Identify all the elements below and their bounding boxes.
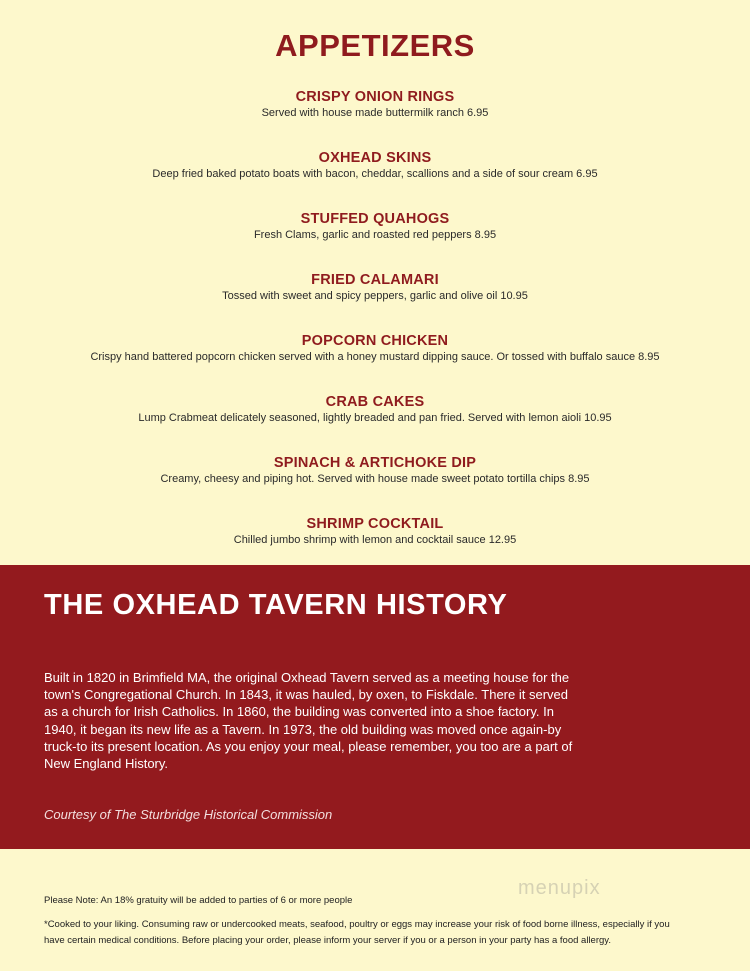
food-safety-disclaimer: *Cooked to your liking. Consuming raw or undercooked meats, seafood, poultry or eggs may increase your risk of food borne illness, especially if you have certain medical conditions. Before placing your order, please inform your server if you or a person in your party has a food allergy. (44, 919, 670, 946)
history-body: Built in 1820 in Brimfield MA, the original Oxhead Tavern served as a meeting house for the town's Congregational Church. In 1843, it was hauled, by oxen, to Fiskdale. There it served as a church for Irish Catholics. In 1860, the building was converted into a shoe factory. In 1940, it began its new life as a Tavern. In 1973, the old building was moved once again-by truck-to its present location. As you enjoy your meal, please remember, you too are a part of New England History. (44, 670, 573, 772)
menu-item-description: Tossed with sweet and spicy peppers, garlic and olive oil 10.95 (222, 290, 528, 302)
menu-item-name: FRIED CALAMARI (311, 272, 439, 288)
menu-item-name: CRISPY ONION RINGS (295, 89, 455, 105)
menu-item (0, 332, 750, 393)
menu-item-description: Lump Crabmeat delicately seasoned, lightly breaded and pan fried. Served with lemon aioli 10.95 (138, 412, 612, 424)
menu-item (0, 88, 750, 149)
menu-item (0, 454, 750, 515)
menu-item-name: STUFFED QUAHOGS (300, 211, 450, 227)
menu-item-description: Deep fried baked potato boats with bacon, cheddar, scallions and a side of sour cream 6.95 (152, 168, 598, 180)
footer-section (0, 849, 750, 971)
history-title: THE OXHEAD TAVERN HISTORY (44, 589, 508, 621)
menu-item (0, 149, 750, 210)
menu-item-name: SHRIMP COCKTAIL (306, 516, 444, 532)
gratuity-note (44, 895, 352, 906)
menu-item-name: OXHEAD SKINS (318, 150, 432, 166)
menu-item-name: SPINACH & ARTICHOKE DIP (273, 455, 477, 471)
menu-item-description: Served with house made buttermilk ranch 6.95 (261, 107, 489, 119)
menu-item-name: POPCORN CHICKEN (301, 333, 449, 349)
history-credit: Courtesy of The Sturbridge Historical Commission (44, 807, 333, 822)
menu-item-description: Chilled jumbo shrimp with lemon and cocktail sauce 12.95 (233, 534, 517, 546)
note-text: An 18% gratuity will be added to parties of 6 or more people (98, 895, 353, 906)
menu-item-description: Creamy, cheesy and piping hot. Served with house made sweet potato tortilla chips 8.95 (160, 473, 590, 485)
menu-item-description: Fresh Clams, garlic and roasted red peppers 8.95 (253, 229, 497, 241)
appetizer-list (0, 88, 750, 576)
watermark-logo: menupix (518, 877, 601, 899)
history-section (0, 565, 750, 849)
menu-item (0, 210, 750, 271)
menu-item (0, 271, 750, 332)
menu-item-name: CRAB CAKES (325, 394, 425, 410)
note-label: Please Note: (44, 895, 99, 906)
menu-item (0, 393, 750, 454)
appetizers-title: APPETIZERS (275, 28, 475, 63)
menu-item-description: Crispy hand battered popcorn chicken served with a honey mustard dipping sauce. Or tossed with buffalo sauce 8.95 (90, 351, 660, 363)
